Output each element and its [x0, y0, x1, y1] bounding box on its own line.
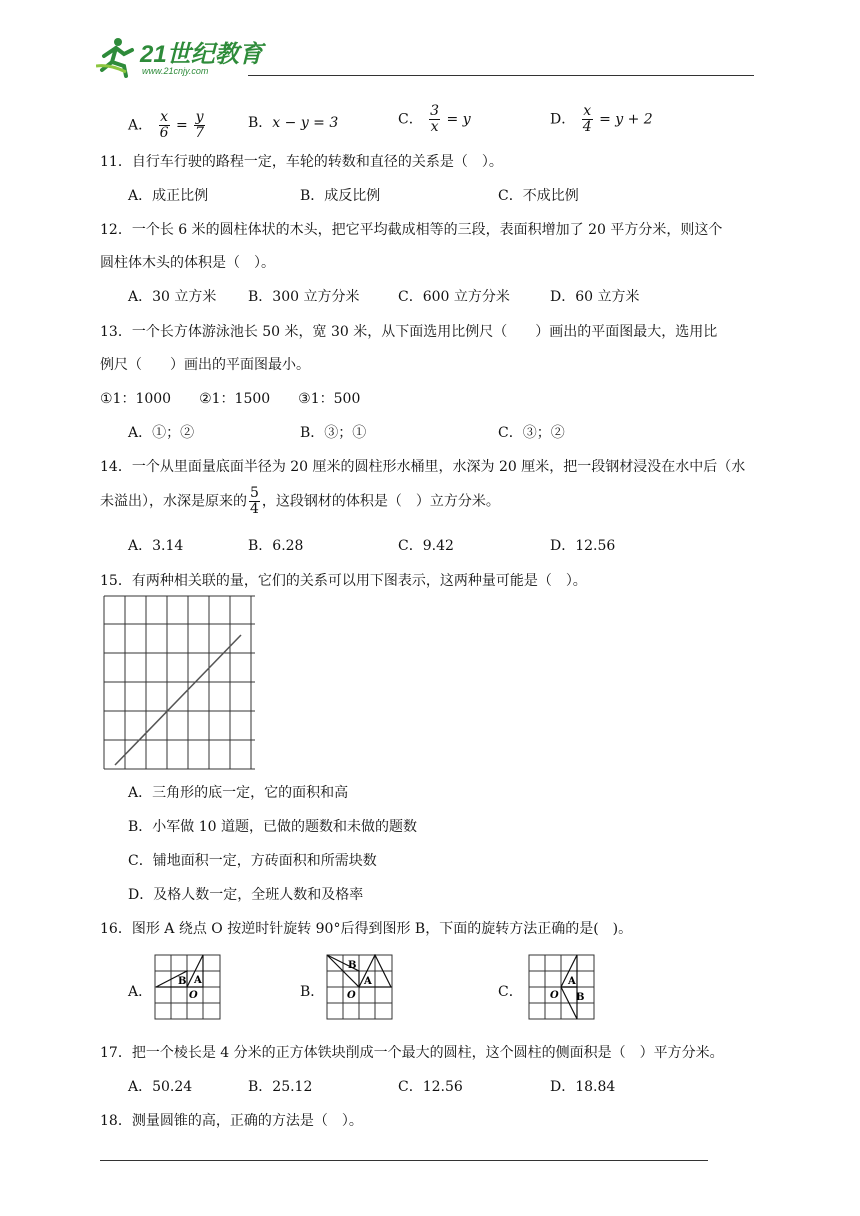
svg-text:B: B: [576, 992, 585, 1003]
q10-option-d: D． $\frac{x}{4}$ = y + 2: [550, 103, 653, 135]
q15-grid-figure: [103, 595, 256, 771]
q12-option-d: D．60 立方米: [550, 289, 640, 305]
q17-option-a: A．50.24: [128, 1079, 193, 1095]
logo-url: www.21cnjy.com: [142, 66, 209, 76]
q14-option-c: C．9.42: [398, 538, 454, 554]
svg-text:O: O: [550, 990, 559, 1001]
svg-text:O: O: [347, 990, 356, 1001]
q16-option-a-label: A．: [128, 984, 153, 1000]
svg-text:A: A: [194, 975, 202, 986]
q14-option-d: D．12.56: [550, 538, 616, 554]
runner-logo-icon: [96, 36, 266, 78]
q13-option-c: C．③；②: [498, 425, 565, 441]
q15-stem: 15．有两种相关联的量，它们的关系可以用下图表示，这两种量可能是（ ）。: [100, 573, 587, 589]
header-rule: [248, 75, 754, 76]
q15-option-d: D．及格人数一定，全班人数和及格率: [128, 887, 364, 903]
svg-text:O: O: [189, 990, 198, 1001]
q17-option-c: C．12.56: [398, 1079, 463, 1095]
q12-stem-line1: 12．一个长 6 米的圆柱体状的木头，把它平均截成相等的三段，表面积增加了 20 平方分米，则这个: [100, 222, 723, 238]
proportional-line: [115, 635, 241, 765]
q14-option-b: B．6.28: [248, 538, 304, 554]
q11-option-b: B．成反比例: [300, 188, 381, 204]
q12-stem-line2: 圆柱体木头的体积是（ ）。: [100, 255, 275, 271]
q16-figure-a: [154, 954, 222, 1020]
svg-text:A: A: [364, 976, 372, 987]
q17-stem: 17．把一个棱长是 4 分米的正方体铁块削成一个最大的圆柱，这个圆柱的侧面积是（ ）平方分米。: [100, 1045, 724, 1061]
logo-text: 21世纪教育: [140, 41, 263, 68]
q15-option-c: C．铺地面积一定，方砖面积和所需块数: [128, 853, 377, 869]
svg-text:A: A: [568, 976, 576, 987]
q16-figure-c: [528, 954, 596, 1020]
q14-stem-line1: 14．一个从里面量底面半径为 20 厘米的圆柱形水桶里，水深为 20 厘米，把一段钢材浸没在水中后（水: [100, 459, 746, 475]
q10-option-c: C． $\frac{3}{x}$ = y: [398, 103, 471, 135]
q17-option-d: D．18.84: [550, 1079, 616, 1095]
q15-option-a: A．三角形的底一定，它的面积和高: [128, 785, 349, 801]
q13-option-b: B．③；①: [300, 425, 367, 441]
q13-choices: ①1：1000 ②1：1500 ③1：500: [100, 391, 361, 407]
q16-option-b-label: B．: [300, 984, 325, 1000]
svg-text:B: B: [348, 960, 357, 971]
q10-option-a: A． $\frac{x}{6}$ = $\frac{y}{7}$: [128, 109, 205, 141]
q18-stem: 18．测量圆锥的高，正确的方法是（ ）。: [100, 1113, 363, 1129]
logo: [96, 36, 266, 78]
q11-option-c: C．不成比例: [498, 188, 579, 204]
q14-option-a: A．3.14: [128, 538, 184, 554]
q16-stem: 16．图形 A 绕点 O 按逆时针旋转 90°后得到图形 B，下面的旋转方法正确的是( )。: [100, 921, 633, 937]
q13-stem-line2: 例尺（ ）画出的平面图最小。: [100, 357, 310, 373]
q12-option-a: A．30 立方米: [128, 289, 217, 305]
q15-option-b: B．小军做 10 道题，已做的题数和未做的题数: [128, 819, 418, 835]
q10-option-b: B．x − y = 3: [248, 115, 339, 131]
q12-option-b: B．300 立方分米: [248, 289, 360, 305]
q16-option-c-label: C．: [498, 984, 523, 1000]
q11-option-a: A．成正比例: [128, 188, 209, 204]
footer-rule: [100, 1160, 708, 1161]
q13-option-a: A．①；②: [128, 425, 195, 441]
q13-stem-line1: 13．一个长方体游泳池长 50 米，宽 30 米，从下面选用比例尺（ ）画出的平面图最大，选用比: [100, 324, 718, 340]
q16-figure-b: [326, 954, 394, 1020]
svg-text:B: B: [178, 976, 187, 987]
q17-option-b: B．25.12: [248, 1079, 313, 1095]
q14-stem-line2: 未溢出），水深是原来的 $\frac{5}{4}$ ，这段钢材的体积是（ ）立方分米。: [100, 485, 500, 517]
q12-option-c: C．600 立方分米: [398, 289, 510, 305]
q11-stem: 11．自行车行驶的路程一定，车轮的转数和直径的关系是（ ）。: [100, 154, 503, 170]
